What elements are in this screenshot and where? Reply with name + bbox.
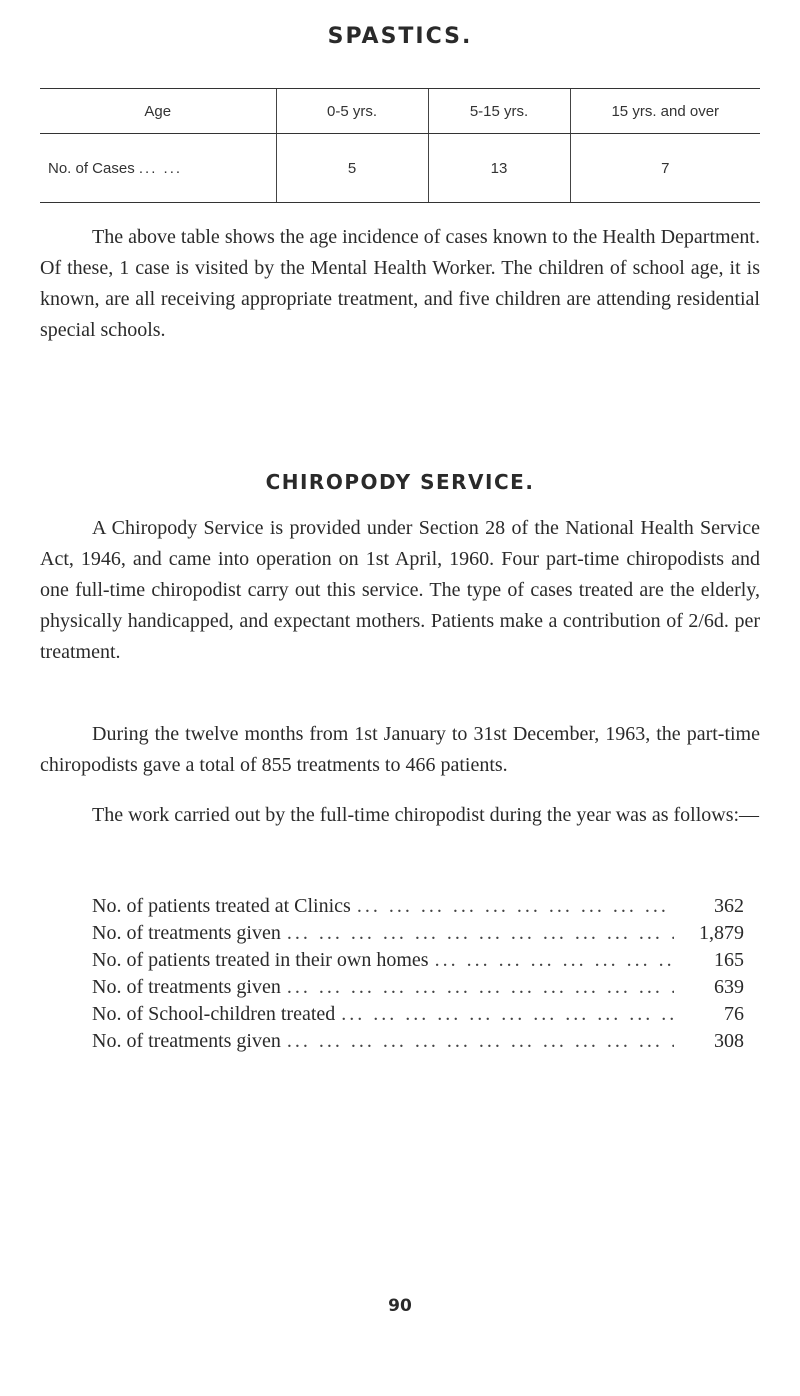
chiropody-heading: CHIROPODY SERVICE. — [265, 470, 535, 494]
header-5-15: 5-15 yrs. — [428, 89, 570, 134]
page-title: SPASTICS. — [327, 24, 473, 49]
leader-dots — [351, 893, 674, 920]
cases-5-15: 13 — [428, 134, 570, 203]
stat-label: No. of treatments given — [92, 976, 281, 998]
list-item — [92, 1001, 744, 1028]
spastics-paragraph: The above table shows the age incidence of cases known to the Health Department. Of these, 1 case is visited by the Mental Health Worker. The children of school age, it is known, are all receiving appropriate treatment, and five children are attending residential special schools. — [40, 226, 760, 341]
leader-dots — [281, 974, 674, 1001]
row-label: No. of Cases — [48, 159, 135, 177]
cases-15-over: 7 — [570, 134, 760, 203]
leader-dots — [281, 1028, 674, 1055]
stat-value: 639 — [714, 976, 744, 998]
leader-dots — [429, 947, 674, 974]
chiropody-paragraph-3: The work carried out by the full-time chiropodist during the year was as follows:— — [92, 804, 760, 826]
header-age: Age — [40, 89, 276, 134]
chiropody-paragraph-2: During the twelve months from 1st January to 31st December, 1963, the part-time chiropodists gave a total of 855 treatments to 466 patients. — [40, 723, 760, 776]
stat-label: No. of treatments given — [92, 922, 281, 944]
row-label-cell — [40, 134, 276, 203]
chiropody-stats-list — [92, 893, 744, 1055]
stat-value: 362 — [714, 895, 744, 917]
stat-label: No. of treatments given — [92, 1030, 281, 1052]
cases-0-5: 5 — [276, 134, 428, 203]
list-item — [92, 893, 744, 920]
list-item — [92, 920, 744, 947]
header-15-over: 15 yrs. and over — [570, 89, 760, 134]
page-number: 90 — [388, 1296, 412, 1316]
list-item — [92, 947, 744, 974]
stat-value: 165 — [714, 949, 744, 971]
stat-value: 308 — [714, 1030, 744, 1052]
stat-value: 1,879 — [699, 922, 744, 944]
chiropody-paragraph-1: A Chiropody Service is provided under Section 28 of the National Health Service Act, 1946, and came into operation on 1st April, 1960. Four part-time chiropodists and one full-time chiropodist carry out this service. The type of cases treated are the elderly, physically handicapped, and expectant mothers. Patients make a contribution of 2/6d. per treatment. — [40, 517, 760, 663]
stat-value: 76 — [724, 1003, 744, 1025]
leader-dots — [335, 1001, 674, 1028]
list-item — [92, 1028, 744, 1055]
table-row — [40, 134, 760, 203]
age-incidence-table-wrapper — [40, 88, 760, 203]
table-header-row — [40, 89, 760, 134]
row-label-dots: ... ... — [138, 159, 183, 177]
header-0-5: 0-5 yrs. — [276, 89, 428, 134]
leader-dots — [281, 920, 674, 947]
stat-label: No. of patients treated in their own homes — [92, 949, 429, 971]
list-item — [92, 974, 744, 1001]
age-incidence-table — [40, 88, 760, 203]
stat-label: No. of School-children treated — [92, 1003, 336, 1025]
stat-label: No. of patients treated at Clinics — [92, 895, 351, 917]
